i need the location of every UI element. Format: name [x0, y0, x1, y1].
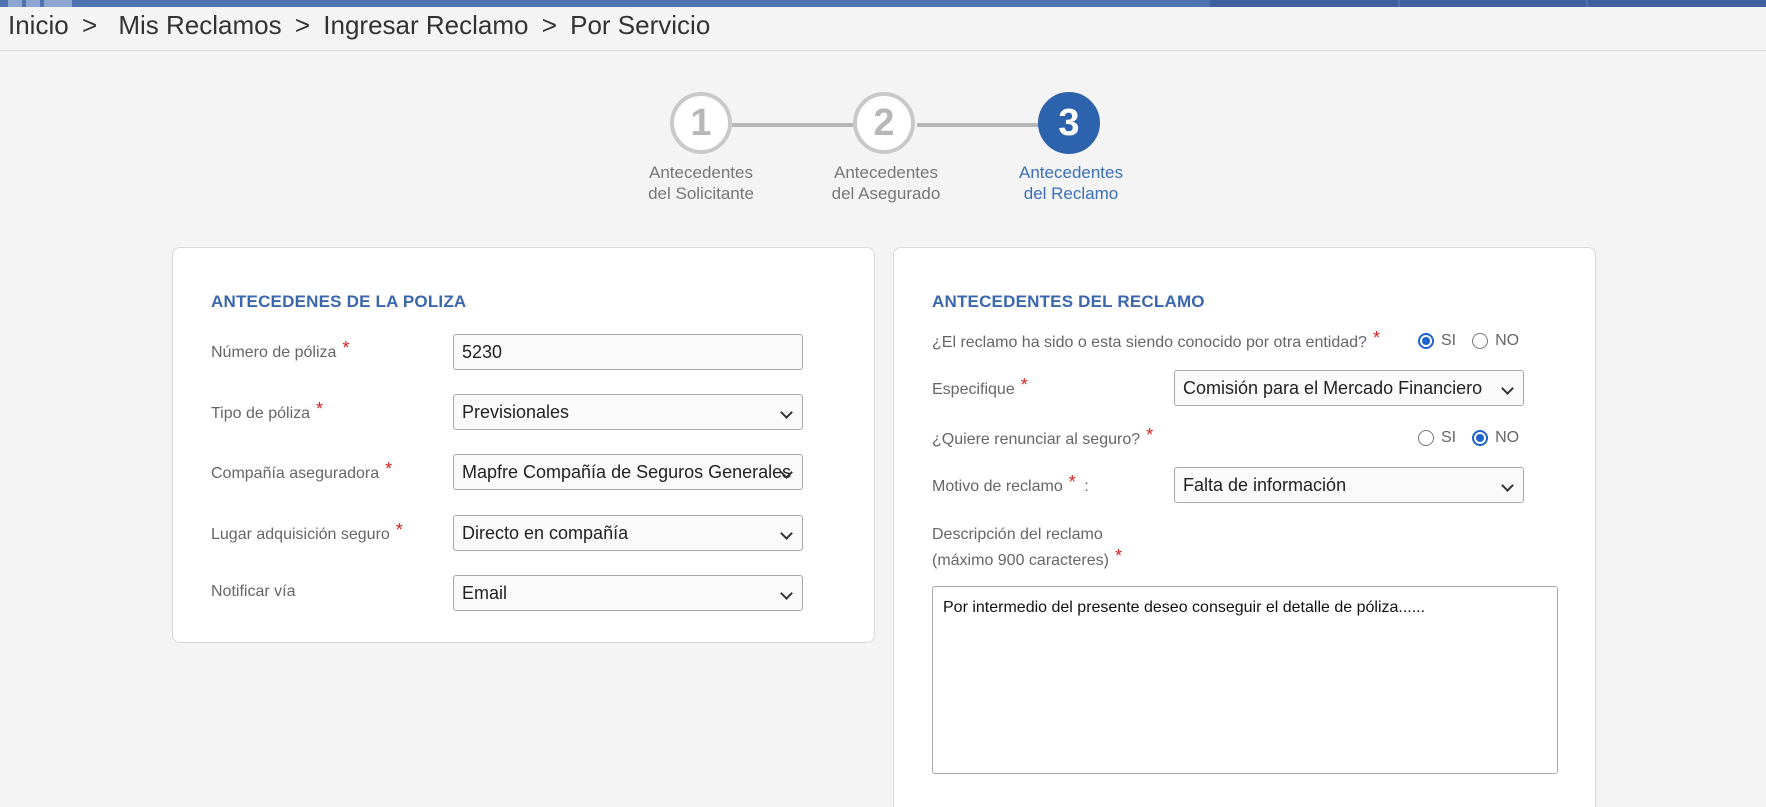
especifique-label-text: Especifique — [932, 381, 1015, 398]
top-bar-segment — [1210, 0, 1398, 7]
lugar-adquisicion-select[interactable]: Directo en compañía — [453, 515, 803, 551]
tipo-poliza-label — [211, 399, 324, 423]
descripcion-label-line2-wrap — [932, 547, 1122, 573]
renunciar-no-radio[interactable] — [1472, 430, 1488, 446]
motivo-label-suffix: : — [1084, 478, 1089, 495]
numero-poliza-input[interactable]: 5230 — [453, 334, 803, 370]
step-2-label — [811, 162, 961, 204]
step-1-circle: 1 — [670, 92, 732, 154]
conocido-label — [932, 328, 1380, 352]
breadcrumb-mis-reclamos[interactable]: Mis Reclamos — [118, 10, 282, 40]
step-1-label — [626, 162, 776, 204]
renunciar-radio-group — [1418, 429, 1535, 447]
step-connector — [732, 123, 856, 127]
notificar-select[interactable]: Email — [453, 575, 803, 611]
step-2-label-line1: Antecedentes — [834, 163, 938, 182]
browser-top-bar — [0, 0, 1766, 7]
step-3-label-line2: del Reclamo — [1023, 184, 1119, 203]
breadcrumb — [8, 10, 716, 40]
tipo-poliza-label-text: Tipo de póliza — [211, 405, 311, 422]
top-bar-segment — [44, 0, 72, 7]
poliza-title: ANTECEDENES DE LA POLIZA — [211, 292, 467, 311]
motivo-label-text: Motivo de reclamo — [932, 478, 1063, 495]
descripcion-label-line2: (máximo 900 caracteres) — [932, 552, 1109, 569]
required-mark: * — [385, 459, 393, 479]
breadcrumb-separator: > — [541, 10, 557, 40]
step-3-circle: 3 — [1038, 92, 1100, 154]
step-3-label — [996, 162, 1146, 204]
progress-stepper — [0, 92, 1766, 212]
breadcrumb-ingresar-reclamo[interactable]: Ingresar Reclamo — [323, 10, 529, 40]
conocido-no-label: NO — [1495, 332, 1520, 349]
notificar-label-text: Notificar vía — [211, 583, 296, 600]
renunciar-si-radio[interactable] — [1418, 430, 1434, 446]
renunciar-no-label: NO — [1495, 429, 1520, 446]
motivo-select[interactable]: Falta de información — [1174, 467, 1524, 503]
required-mark: * — [342, 338, 350, 358]
tipo-poliza-select[interactable]: Previsionales — [453, 394, 803, 430]
compania-label — [211, 459, 393, 483]
reclamo-title: ANTECEDENTES DEL RECLAMO — [932, 292, 1205, 311]
breadcrumb-separator: > — [294, 10, 311, 40]
renunciar-label-text: ¿Quiere renunciar al seguro? — [932, 431, 1141, 448]
poliza-card — [172, 247, 875, 643]
required-mark: * — [316, 399, 324, 419]
breadcrumb-divider — [0, 50, 1766, 51]
breadcrumb-inicio[interactable]: Inicio — [8, 10, 69, 40]
step-connector — [917, 123, 1041, 127]
reclamo-card — [893, 247, 1596, 807]
descripcion-label-line1: Descripción del reclamo — [932, 526, 1103, 543]
required-mark: * — [395, 520, 403, 540]
numero-poliza-label-text: Número de póliza — [211, 344, 337, 361]
breadcrumb-separator: > — [81, 10, 98, 40]
top-bar-segment — [1588, 0, 1766, 7]
step-1-label-line2: del Solicitante — [648, 184, 754, 203]
step-2-circle: 2 — [853, 92, 915, 154]
conocido-radio-group — [1418, 332, 1535, 350]
breadcrumb-por-servicio: Por Servicio — [570, 10, 711, 40]
required-mark: * — [1146, 425, 1154, 445]
descripcion-label — [932, 523, 1122, 573]
conocido-label-text: ¿El reclamo ha sido o esta siendo conocido por otra entidad? — [932, 334, 1367, 351]
required-mark: * — [1068, 472, 1076, 492]
descripcion-textarea[interactable]: Por intermedio del presente deseo conseguir el detalle de póliza...... — [932, 586, 1558, 774]
step-2-label-line2: del Asegurado — [831, 184, 941, 203]
renunciar-si-label: SI — [1441, 429, 1457, 446]
required-mark: * — [1372, 328, 1380, 348]
required-mark: * — [1020, 375, 1028, 395]
conocido-si-radio[interactable] — [1418, 333, 1434, 349]
notificar-label — [211, 583, 295, 601]
lugar-adquisicion-label-text: Lugar adquisición seguro — [211, 526, 390, 543]
compania-label-text: Compañía aseguradora — [211, 465, 380, 482]
required-mark: * — [1114, 546, 1122, 566]
especifique-label — [932, 375, 1028, 399]
top-bar-segment — [1400, 0, 1586, 7]
numero-poliza-label — [211, 338, 350, 362]
conocido-si-label: SI — [1441, 332, 1457, 349]
step-1-label-line1: Antecedentes — [649, 163, 753, 182]
motivo-label — [932, 472, 1089, 496]
lugar-adquisicion-label — [211, 520, 403, 544]
step-3-label-line1: Antecedentes — [1019, 163, 1123, 182]
top-bar-segment — [8, 0, 22, 7]
especifique-select[interactable]: Comisión para el Mercado Financiero — [1174, 370, 1524, 406]
top-bar-segment — [26, 0, 40, 7]
compania-select[interactable]: Mapfre Compañía de Seguros Generales — [453, 454, 803, 490]
renunciar-label — [932, 425, 1154, 449]
conocido-no-radio[interactable] — [1472, 333, 1488, 349]
